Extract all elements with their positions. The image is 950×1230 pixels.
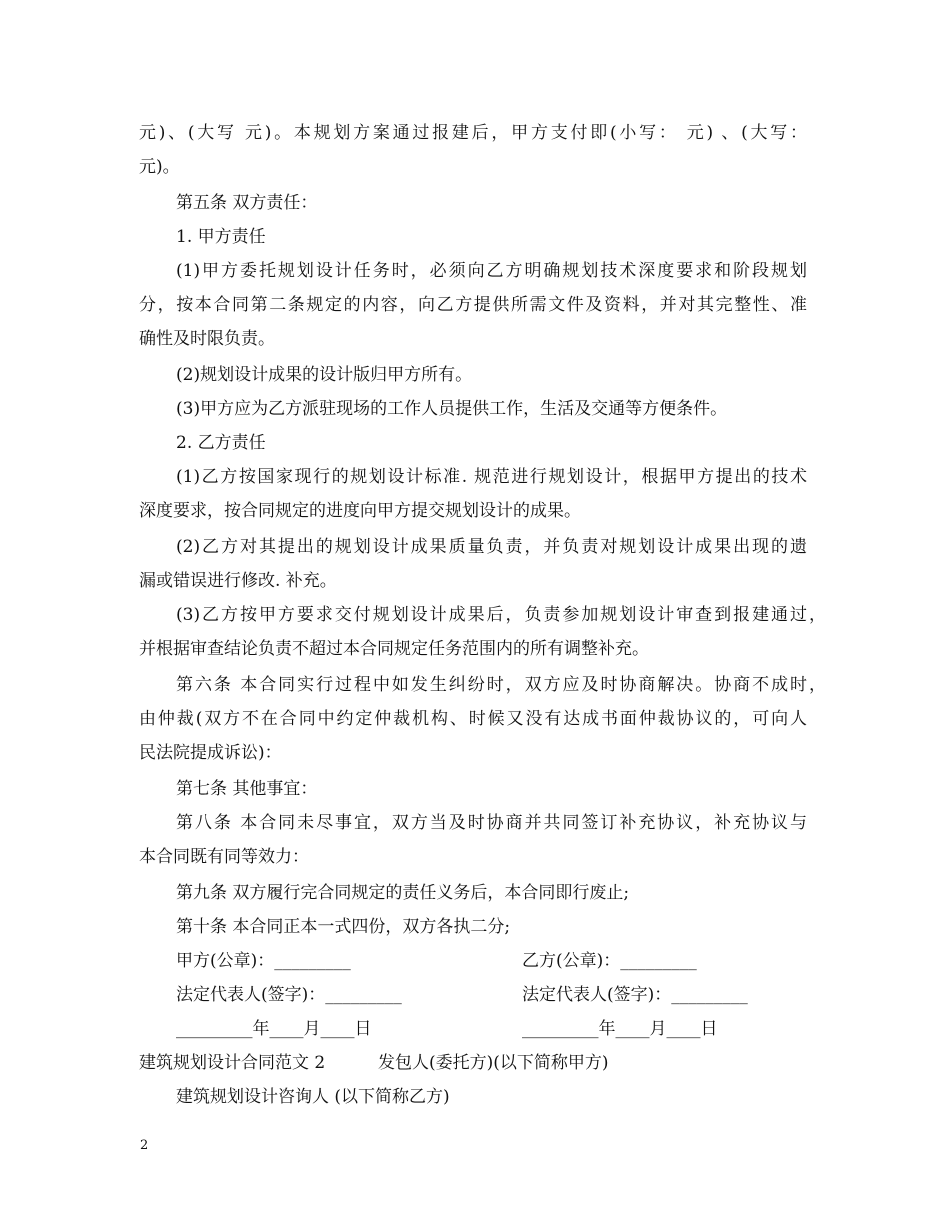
article-9: 第九条 双方履行完合同规定的责任义务后，本合同即行废止;: [176, 883, 630, 903]
party-b-duty-2: (2)乙方对其提出的规划设计成果质量负责，并负责对规划设计成果出现的遗: [176, 537, 807, 557]
party-a-duty-1: 分，按本合同第二条规定的内容，向乙方提供所需文件及资料，并对其完整性、准: [139, 295, 807, 315]
party-b-duty-1: 深度要求，按合同规定的进度向甲方提交规划设计的成果。: [139, 501, 581, 521]
party-a-seal-line: 甲方(公章)：_________: [176, 951, 351, 971]
party-a-representative-line: 法定代表人(签字)：_________: [176, 985, 402, 1005]
article-6: 第六条 本合同实行过程中如发生纠纷时，双方应及时协商解决。协商不成时，: [176, 675, 826, 695]
party-b-date-line: _________年____月____日: [522, 1019, 718, 1039]
article-8: 本合同既有同等效力：: [139, 847, 309, 867]
party-a-duty-3: (3)甲方应为乙方派驻现场的工作人员提供工作，生活及交通等方便条件。: [176, 399, 728, 419]
party-a-date-line: _________年____月____日: [176, 1019, 372, 1039]
consultant-party-line: 建筑规划设计咨询人 (以下简称乙方): [176, 1087, 450, 1107]
party-a-duty-2: (2)规划设计成果的设计版归甲方所有。: [176, 365, 473, 385]
party-b-representative-line: 法定代表人(签字)：_________: [522, 985, 748, 1005]
paragraph-payment-line: 元)。: [139, 157, 180, 177]
paragraph-payment-line: 元)、(大写 元)。本规划方案通过报建后，甲方支付即(小写： 元) 、(大写：: [139, 123, 807, 143]
party-b-duty-2: 漏或错误进行修改. 补充。: [139, 571, 337, 591]
party-b-duties-heading: 2. 乙方责任: [176, 433, 266, 453]
next-document-heading: 建筑规划设计合同范文 2: [139, 1053, 326, 1073]
article-6: 民法院提成诉讼)：: [139, 743, 282, 763]
party-a-duty-1: 确性及时限负责。: [139, 329, 275, 349]
article-8: 第八条 本合同未尽事宜，双方当及时协商并共同签订补充协议，补充协议与: [176, 813, 807, 833]
article-10: 第十条 本合同正本一式四份，双方各执二分;: [176, 917, 511, 937]
article-6: 由仲裁(双方不在合同中约定仲裁机构、时候又没有达成书面仲裁协议的，可向人: [139, 709, 807, 729]
party-a-duty-1: (1)甲方委托规划设计任务时，必须向乙方明确规划技术深度要求和阶段规划: [176, 261, 807, 281]
party-b-duty-1: (1)乙方按国家现行的规划设计标准. 规范进行规划设计，根据甲方提出的技术: [176, 467, 807, 487]
page-number: 2: [140, 1138, 149, 1153]
article-5-heading: 第五条 双方责任：: [176, 193, 318, 213]
party-b-duty-3: 并根据审查结论负责不超过本合同规定任务范围内的所有调整补充。: [139, 639, 649, 659]
party-b-duty-3: (3)乙方按甲方要求交付规划设计成果后，负责参加规划设计审查到报建通过，: [176, 605, 826, 625]
article-7: 第七条 其他事宜：: [176, 779, 318, 799]
party-b-seal-line: 乙方(公章)：_________: [522, 951, 697, 971]
client-party-line: 发包人(委托方)(以下简称甲方): [378, 1053, 609, 1073]
party-a-duties-heading: 1. 甲方责任: [176, 227, 266, 247]
